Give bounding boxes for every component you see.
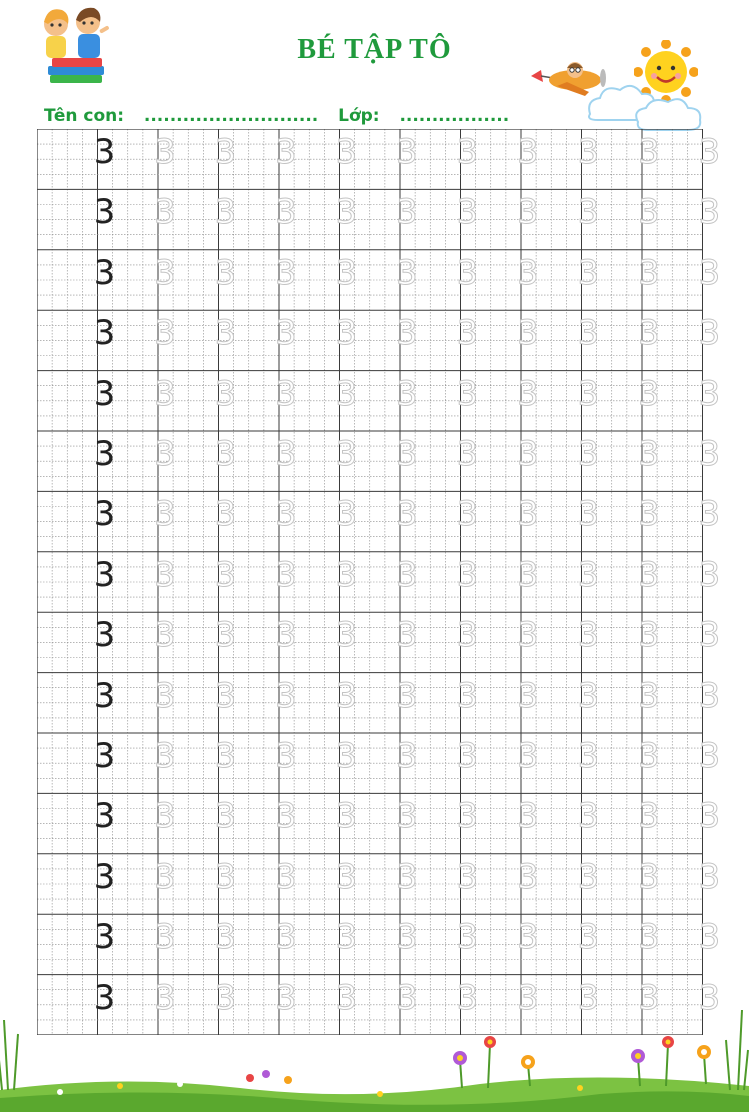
- trace-letter[interactable]: 3: [275, 796, 297, 837]
- trace-letter[interactable]: 3: [517, 917, 539, 958]
- trace-letter[interactable]: 3: [275, 856, 297, 897]
- example-letter: 3: [93, 554, 116, 595]
- example-letter: 3: [93, 856, 116, 897]
- trace-letter[interactable]: 3: [698, 373, 721, 414]
- trace-letter[interactable]: 3: [275, 313, 297, 354]
- trace-letter[interactable]: 3: [275, 554, 297, 595]
- trace-letter[interactable]: 3: [577, 252, 600, 293]
- trace-letter[interactable]: 3: [456, 977, 479, 1018]
- trace-letter[interactable]: 3: [335, 675, 358, 716]
- trace-letter[interactable]: 3: [214, 615, 237, 656]
- example-letter: 3: [93, 675, 116, 716]
- trace-letter[interactable]: 3: [456, 917, 479, 958]
- trace-letter[interactable]: 3: [638, 615, 660, 656]
- trace-letter[interactable]: 3: [638, 192, 660, 233]
- example-letter: 3: [93, 917, 116, 958]
- trace-letter[interactable]: 3: [214, 373, 237, 414]
- trace-letter[interactable]: 3: [154, 192, 176, 233]
- flower-meadow-illustration: [0, 990, 749, 1112]
- trace-letter[interactable]: 3: [154, 433, 176, 474]
- trace-letter[interactable]: 3: [335, 917, 358, 958]
- trace-letter[interactable]: 3: [456, 313, 479, 354]
- trace-letter[interactable]: 3: [154, 313, 176, 354]
- trace-letter[interactable]: 3: [698, 433, 721, 474]
- trace-letter[interactable]: 3: [698, 192, 721, 233]
- trace-letter[interactable]: 3: [698, 252, 721, 293]
- trace-letter[interactable]: 3: [275, 252, 297, 293]
- trace-letter[interactable]: 3: [396, 675, 418, 716]
- trace-letter[interactable]: 3: [456, 433, 479, 474]
- trace-letter[interactable]: 3: [698, 796, 721, 837]
- trace-letter[interactable]: 3: [275, 675, 297, 716]
- trace-letter[interactable]: 3: [517, 856, 539, 897]
- trace-letter[interactable]: 3: [698, 131, 721, 172]
- student-info-line: [44, 106, 509, 126]
- trace-letter[interactable]: 3: [335, 192, 358, 233]
- trace-letter[interactable]: 3: [214, 977, 237, 1018]
- trace-letter[interactable]: 3: [275, 131, 297, 172]
- trace-letter[interactable]: 3: [154, 856, 176, 897]
- trace-letter[interactable]: 3: [214, 252, 237, 293]
- trace-letter[interactable]: 3: [577, 131, 600, 172]
- trace-letter[interactable]: 3: [456, 192, 479, 233]
- trace-letter[interactable]: 3: [396, 433, 418, 474]
- trace-letter[interactable]: 3: [214, 675, 237, 716]
- trace-letter[interactable]: 3: [275, 735, 297, 776]
- trace-letter[interactable]: 3: [335, 554, 358, 595]
- trace-letter[interactable]: 3: [577, 796, 600, 837]
- trace-letter[interactable]: 3: [335, 131, 358, 172]
- trace-letter[interactable]: 3: [456, 856, 479, 897]
- trace-letter[interactable]: 3: [154, 675, 176, 716]
- trace-letter[interactable]: 3: [638, 977, 660, 1018]
- name-field[interactable]: ...........................: [143, 106, 319, 126]
- trace-letter[interactable]: 3: [154, 494, 176, 535]
- trace-letter[interactable]: 3: [396, 313, 418, 354]
- trace-letter[interactable]: 3: [154, 373, 176, 414]
- trace-letter[interactable]: 3: [275, 494, 297, 535]
- example-letter: 3: [93, 433, 116, 474]
- trace-letter[interactable]: 3: [638, 856, 660, 897]
- example-letter: 3: [93, 977, 116, 1018]
- trace-letter[interactable]: 3: [577, 856, 600, 897]
- trace-letter[interactable]: 3: [517, 252, 539, 293]
- trace-letter[interactable]: 3: [456, 735, 479, 776]
- trace-letter[interactable]: 3: [638, 313, 660, 354]
- trace-letter[interactable]: 3: [638, 433, 660, 474]
- trace-letter[interactable]: 3: [154, 796, 176, 837]
- trace-letter[interactable]: 3: [638, 131, 660, 172]
- trace-letter[interactable]: 3: [275, 615, 297, 656]
- trace-letter[interactable]: 3: [154, 615, 176, 656]
- trace-letter[interactable]: 3: [335, 252, 358, 293]
- example-letter: 3: [93, 615, 116, 656]
- trace-letter[interactable]: 3: [154, 252, 176, 293]
- trace-letter[interactable]: 3: [456, 131, 479, 172]
- trace-letter[interactable]: 3: [214, 131, 237, 172]
- trace-letter[interactable]: 3: [638, 675, 660, 716]
- trace-letter[interactable]: 3: [456, 615, 479, 656]
- trace-letter[interactable]: 3: [698, 735, 721, 776]
- trace-letter[interactable]: 3: [275, 433, 297, 474]
- example-letter: 3: [93, 192, 116, 233]
- trace-letter[interactable]: 3: [698, 313, 721, 354]
- trace-letter[interactable]: 3: [396, 735, 418, 776]
- trace-letter[interactable]: 3: [275, 373, 297, 414]
- trace-letter[interactable]: 3: [577, 313, 600, 354]
- page-title: BÉ TẬP TÔ: [297, 34, 452, 65]
- trace-letter[interactable]: 3: [275, 917, 297, 958]
- trace-letter[interactable]: 3: [638, 252, 660, 293]
- trace-letter[interactable]: 3: [335, 615, 358, 656]
- trace-letter[interactable]: 3: [456, 252, 479, 293]
- trace-letter[interactable]: 3: [517, 494, 539, 535]
- trace-letter[interactable]: 3: [698, 615, 721, 656]
- trace-letter[interactable]: 3: [154, 977, 176, 1018]
- trace-letter[interactable]: 3: [335, 735, 358, 776]
- example-letter: 3: [93, 252, 116, 293]
- trace-letter[interactable]: 3: [154, 131, 176, 172]
- example-letter: 3: [93, 796, 116, 837]
- trace-letter[interactable]: 3: [577, 554, 600, 595]
- trace-letter[interactable]: 3: [517, 615, 539, 656]
- trace-letter[interactable]: 3: [456, 796, 479, 837]
- trace-letter[interactable]: 3: [456, 675, 479, 716]
- trace-letter[interactable]: 3: [214, 313, 237, 354]
- trace-letter[interactable]: 3: [698, 494, 721, 535]
- trace-letter[interactable]: 3: [517, 554, 539, 595]
- trace-letter[interactable]: 3: [517, 192, 539, 233]
- trace-letter[interactable]: 3: [577, 373, 600, 414]
- trace-letter[interactable]: 3: [214, 796, 237, 837]
- trace-letter[interactable]: 3: [638, 735, 660, 776]
- trace-letter[interactable]: 3: [154, 917, 176, 958]
- trace-letter[interactable]: 3: [517, 373, 539, 414]
- trace-letter[interactable]: 3: [335, 433, 358, 474]
- trace-letter[interactable]: 3: [335, 856, 358, 897]
- trace-letter[interactable]: 3: [698, 917, 721, 958]
- trace-letter[interactable]: 3: [396, 554, 418, 595]
- trace-letter[interactable]: 3: [396, 192, 418, 233]
- trace-letter[interactable]: 3: [698, 554, 721, 595]
- trace-letter[interactable]: 3: [396, 252, 418, 293]
- trace-letter[interactable]: 3: [396, 494, 418, 535]
- trace-letter[interactable]: 3: [517, 977, 539, 1018]
- trace-letter[interactable]: 3: [638, 554, 660, 595]
- trace-letter[interactable]: 3: [698, 856, 721, 897]
- trace-letter[interactable]: 3: [154, 735, 176, 776]
- name-label: Tên con:: [44, 106, 125, 126]
- example-letter: 3: [93, 494, 116, 535]
- trace-letter[interactable]: 3: [698, 675, 721, 716]
- trace-letter[interactable]: 3: [396, 917, 418, 958]
- trace-letter[interactable]: 3: [335, 977, 358, 1018]
- trace-letter[interactable]: 3: [396, 856, 418, 897]
- trace-letter[interactable]: 3: [214, 494, 237, 535]
- example-letter: 3: [93, 735, 116, 776]
- example-letter: 3: [93, 313, 116, 354]
- trace-letter[interactable]: 3: [335, 494, 358, 535]
- trace-letter[interactable]: 3: [577, 977, 600, 1018]
- trace-letter[interactable]: 3: [638, 796, 660, 837]
- trace-letter[interactable]: 3: [335, 796, 358, 837]
- trace-letter[interactable]: 3: [335, 373, 358, 414]
- trace-letter[interactable]: 3: [214, 554, 237, 595]
- trace-letter[interactable]: 3: [396, 977, 418, 1018]
- trace-letter[interactable]: 3: [638, 494, 660, 535]
- example-letter: 3: [93, 373, 116, 414]
- trace-letter[interactable]: 3: [275, 192, 297, 233]
- trace-letter[interactable]: 3: [577, 494, 600, 535]
- trace-letter[interactable]: 3: [517, 675, 539, 716]
- trace-letter[interactable]: 3: [214, 192, 237, 233]
- trace-letter[interactable]: 3: [577, 675, 600, 716]
- trace-letter[interactable]: 3: [396, 131, 418, 172]
- trace-letter[interactable]: 3: [517, 433, 539, 474]
- trace-letter[interactable]: 3: [456, 494, 479, 535]
- trace-letter[interactable]: 3: [577, 433, 600, 474]
- trace-letter[interactable]: 3: [214, 433, 237, 474]
- trace-letter[interactable]: 3: [154, 554, 176, 595]
- clouds-illustration: [582, 78, 708, 134]
- trace-letter[interactable]: 3: [638, 373, 660, 414]
- trace-letter[interactable]: 3: [396, 615, 418, 656]
- practice-grid: [37, 129, 721, 1035]
- trace-letter[interactable]: 3: [577, 917, 600, 958]
- trace-letter[interactable]: 3: [577, 615, 600, 656]
- trace-letter[interactable]: 3: [335, 313, 358, 354]
- trace-letter[interactable]: 3: [456, 554, 479, 595]
- trace-letter[interactable]: 3: [396, 796, 418, 837]
- example-letter: 3: [93, 131, 116, 172]
- trace-letter[interactable]: 3: [698, 977, 721, 1018]
- trace-letter[interactable]: 3: [517, 131, 539, 172]
- trace-letter[interactable]: 3: [214, 735, 237, 776]
- trace-letter[interactable]: 3: [456, 373, 479, 414]
- trace-letter[interactable]: 3: [517, 735, 539, 776]
- trace-letter[interactable]: 3: [275, 977, 297, 1018]
- trace-letter[interactable]: 3: [517, 796, 539, 837]
- trace-letter[interactable]: 3: [396, 373, 418, 414]
- trace-letter[interactable]: 3: [214, 856, 237, 897]
- trace-letter[interactable]: 3: [577, 735, 600, 776]
- trace-letter[interactable]: 3: [638, 917, 660, 958]
- trace-letter[interactable]: 3: [214, 917, 237, 958]
- trace-letter[interactable]: 3: [517, 313, 539, 354]
- trace-letter[interactable]: 3: [577, 192, 600, 233]
- class-field[interactable]: .................: [399, 106, 510, 126]
- class-label: Lớp:: [338, 106, 380, 126]
